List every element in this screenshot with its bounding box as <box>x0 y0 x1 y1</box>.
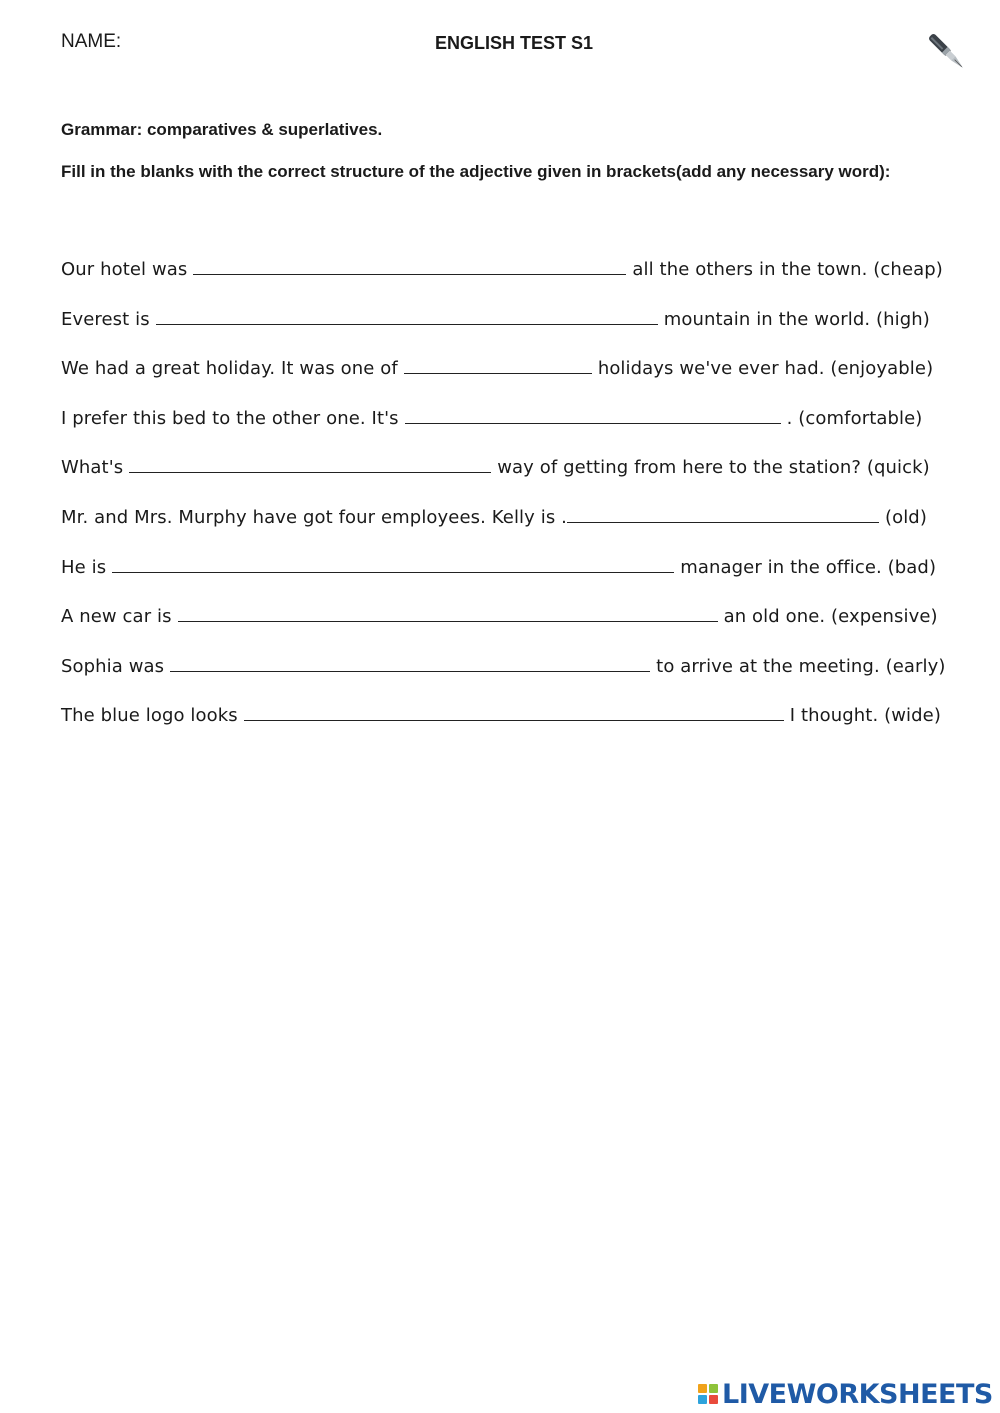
question-text-before: What's <box>61 457 124 479</box>
question-text-after: to arrive at the meeting. (early) <box>656 655 946 677</box>
question-row <box>61 254 966 304</box>
answer-blank[interactable] <box>170 651 650 672</box>
question-text-before: I prefer this bed to the other one. It's <box>61 407 399 429</box>
question-text-after: manager in the office. (bad) <box>680 556 937 578</box>
question-text-before: Our hotel was <box>61 259 188 280</box>
question-text-after: holidays we've ever had. (enjoyable) <box>597 358 934 380</box>
question-row <box>61 651 966 701</box>
question-text-after: an old one. (expensive) <box>723 606 938 628</box>
question-text-before: A new car is <box>61 606 172 628</box>
answer-blank[interactable] <box>193 254 626 275</box>
page-title: ENGLISH TEST S1 <box>434 33 594 53</box>
answer-blank[interactable] <box>156 304 658 325</box>
question-text-before: Everest is <box>61 308 150 330</box>
question-text-after: all the others in the town. (cheap) <box>632 259 943 280</box>
question-row <box>61 700 966 750</box>
question-text-before: Sophia was <box>61 655 165 677</box>
section-title: Grammar: comparatives & superlatives. <box>61 120 383 139</box>
question-row <box>61 353 966 403</box>
question-text-after: way of getting from here to the station? (quick) <box>497 457 930 479</box>
question-row <box>61 601 966 651</box>
instructions: Fill in the blanks with the correct structure of the adjective given in brackets(add any necessary word): <box>61 162 891 181</box>
question-text-after: mountain in the world. (high) <box>663 308 930 330</box>
exercise-list <box>61 254 966 750</box>
question-row <box>61 304 966 354</box>
question-row <box>61 502 966 552</box>
liveworksheets-logo <box>698 1379 993 1409</box>
question-text-before: He is <box>61 556 107 578</box>
answer-blank[interactable] <box>244 700 784 721</box>
question-text-before: The blue logo looks <box>61 705 238 727</box>
answer-blank[interactable] <box>405 403 781 424</box>
answer-blank[interactable] <box>112 552 674 573</box>
answer-blank[interactable] <box>404 353 592 374</box>
question-text-after: I thought. (wide) <box>789 705 941 727</box>
question-text-after: . (comfortable) <box>786 407 923 429</box>
question-row <box>61 452 966 502</box>
fountain-pen-icon <box>925 30 973 78</box>
question-text-before: Mr. and Mrs. Murphy have got four employees. Kelly is . <box>61 506 567 528</box>
answer-blank[interactable] <box>178 601 718 622</box>
logo-text: LIVEWORKSHEETS <box>722 1378 993 1410</box>
question-text-after: (old) <box>884 506 927 528</box>
answer-blank[interactable] <box>567 502 879 523</box>
name-label: NAME: <box>61 31 122 52</box>
logo-mark-icon <box>698 1384 718 1404</box>
question-text-before: We had a great holiday. It was one of <box>61 358 398 380</box>
question-row <box>61 403 966 453</box>
question-row <box>61 552 966 602</box>
answer-blank[interactable] <box>129 452 491 473</box>
